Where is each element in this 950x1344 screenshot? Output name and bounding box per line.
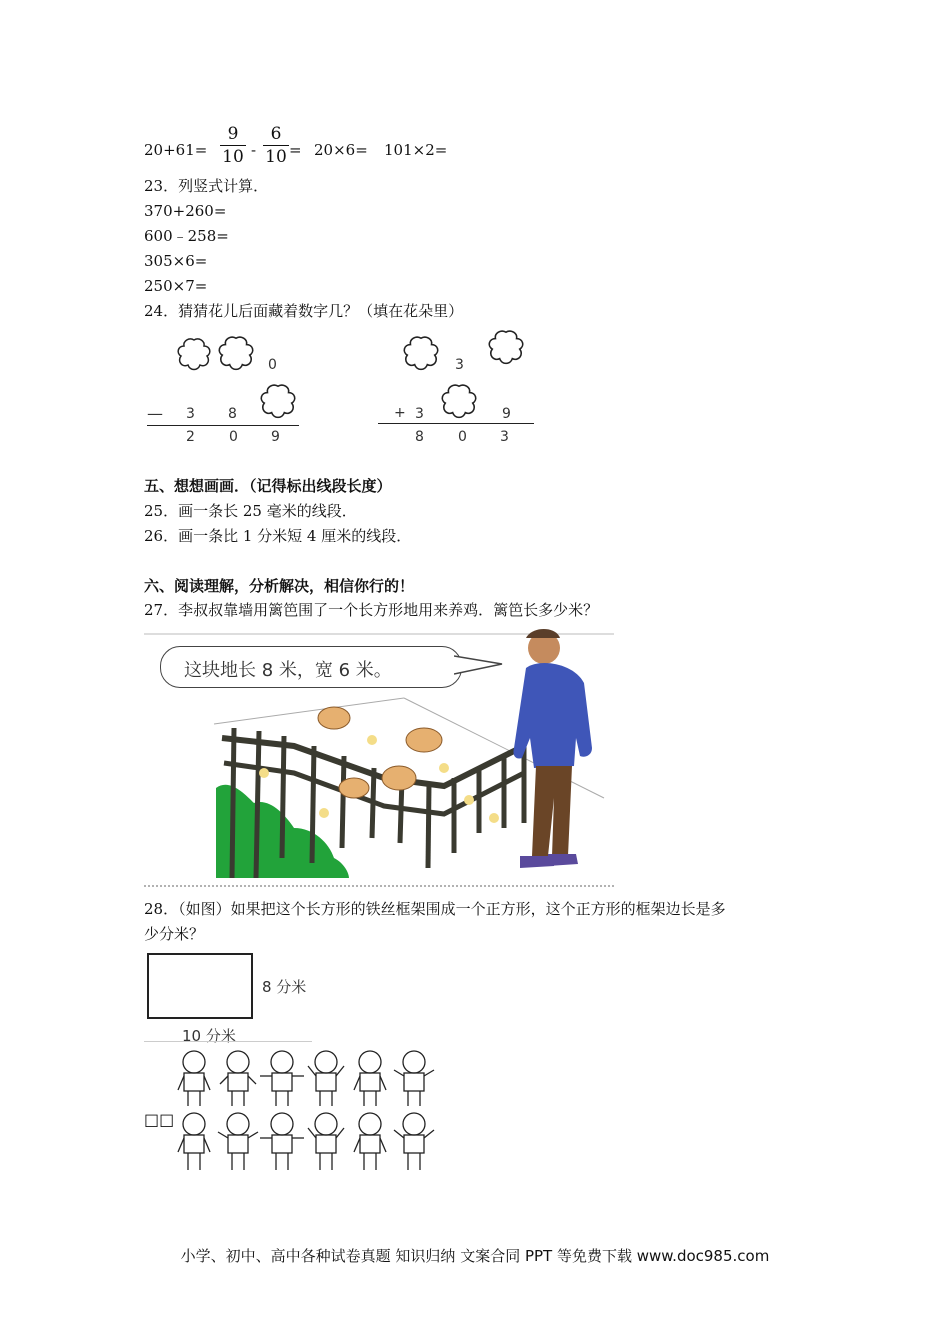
page-footer: 小学、初中、高中各种试卷真题 知识归纳 文案合同 PPT 等免费下载 www.doc985.com [180,1247,770,1265]
q22-mul1: 20×6= [314,141,368,159]
q26-text: 26．画一条比 1 分米短 4 厘米的线段． [144,527,412,545]
q22-add: 20+61= [144,141,208,159]
flower-icon [259,382,297,420]
puzzle-operator: + [394,405,406,421]
q28-text-line2: 少分米？ [144,925,205,943]
puzzle-result-digit: 8 [415,429,424,445]
q23-item: 600﹣258= [144,227,229,245]
puzzle-result-digit: 0 [458,429,467,445]
rect-width-label: 10 分米 [182,1027,236,1045]
q25-text: 25．画一条长 25 毫米的线段． [144,502,357,520]
puzzle-digit: 0 [268,357,277,373]
puzzle-result-digit: 9 [271,429,280,445]
q23-item: 250×7= [144,277,208,295]
children-illustration [172,1046,444,1172]
q23-item: 370+260= [144,202,227,220]
rect-height-label: 8 分米 [262,978,307,996]
puzzle-line [378,423,534,424]
puzzle-digit: 8 [228,406,237,422]
q28-text-line1: 28．（如图）如果把这个长方形的铁丝框架围成一个正方形，这个正方形的框架边长是多 [144,900,726,918]
speech-bubble-tail [454,654,504,678]
speech-text: 这块地长 8 米，宽 6 米。 [184,660,392,681]
fraction-9-10: 9 10 [220,124,246,167]
q23-title: 23．列竖式计算． [144,177,269,195]
puzzle-digit: 3 [415,406,424,422]
puzzle-result-digit: 2 [186,429,195,445]
rectangle-frame [147,953,253,1019]
puzzle-result-digit: 0 [229,429,238,445]
section5-heading: 五、想想画画．（记得标出线段长度） [144,477,392,495]
puzzle-digit: 3 [186,406,195,422]
flower-icon [440,382,478,420]
puzzle-digit: 3 [455,357,464,373]
chicken-yard-illustration [144,628,614,890]
puzzle-digit: 9 [502,406,511,422]
flower-icon [176,336,212,372]
section6-heading: 六、阅读理解，分析解决，相信你行的！ [144,577,415,595]
q22-mul2: 101×2= [384,141,448,159]
answer-boxes: □□ [144,1110,175,1129]
q23-item: 305×6= [144,252,208,270]
q27-text: 27．李叔叔靠墙用篱笆围了一个长方形地用来养鸡．篱笆长多少米？ [144,601,599,619]
q22-eq: = [289,141,302,159]
rect-figure-baseline [144,1041,312,1042]
flower-icon [402,334,440,372]
puzzle-operator: — [147,404,163,423]
fraction-6-10: 6 10 [263,124,289,167]
q24-title: 24．猜猜花儿后面藏着数字几？（填在花朵里） [144,302,464,320]
puzzle-line [147,425,299,426]
q22-minus: - [251,141,257,159]
flower-icon [217,334,255,372]
puzzle-result-digit: 3 [500,429,509,445]
flower-icon [487,328,525,366]
